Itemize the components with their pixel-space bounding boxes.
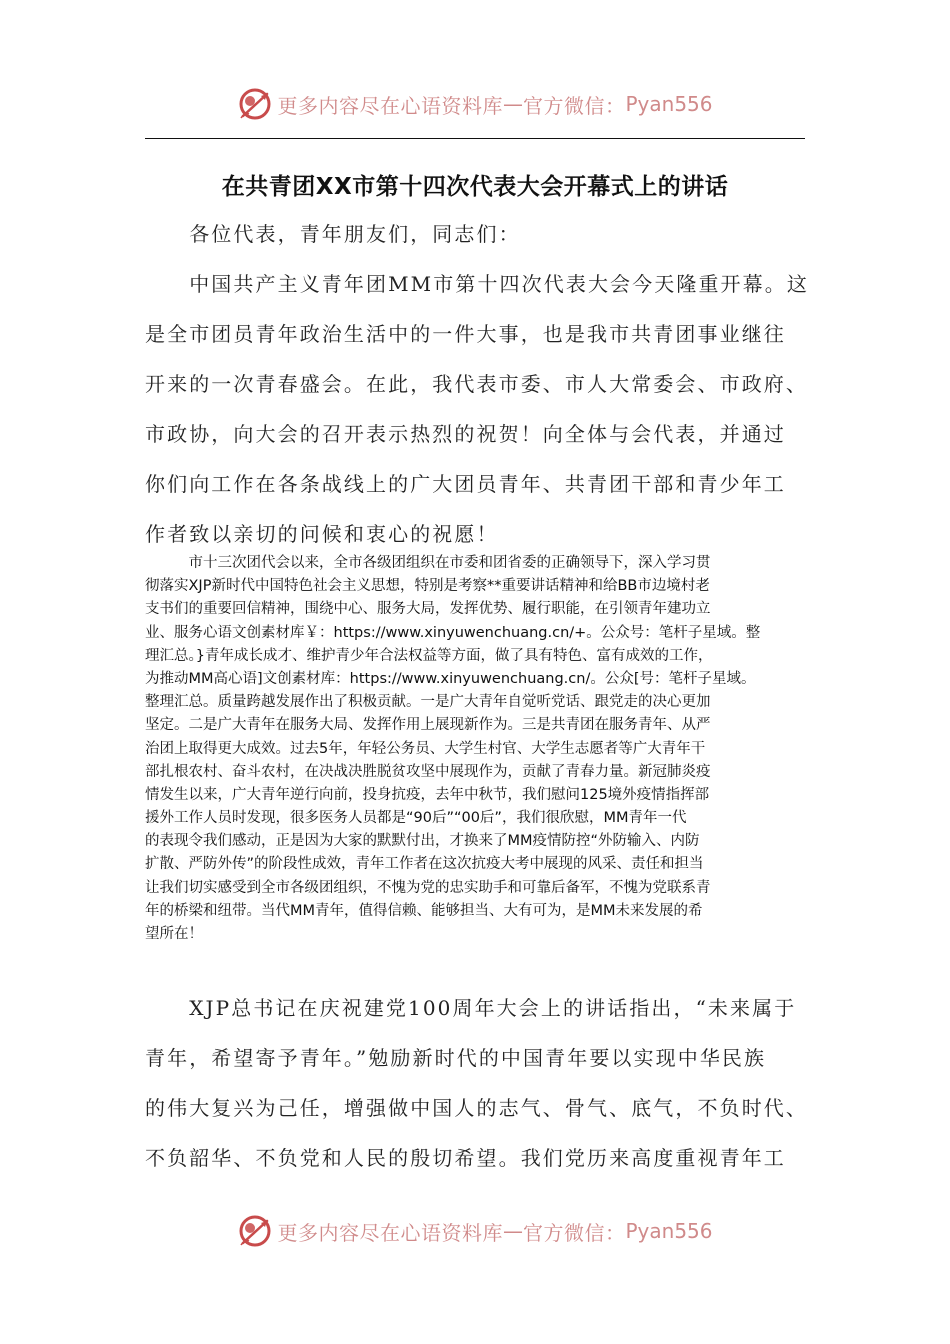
paragraph-line: 坚定。二是广大青年在服务大局、发挥作用上展现新作为。三是共青团在服务青年、从严	[145, 717, 711, 734]
paragraph-line: 作者致以亲切的问候和衷心的祝愿！	[145, 522, 499, 546]
paragraph-line: 青年，希望寄予青年。”勉励新时代的中国青年要以实现中华民族	[145, 1046, 767, 1070]
paragraph-line: 为推动MM高心语]文创素材库：https://www.xinyuwenchuang.cn/。公众[号：笔杆子星域。	[145, 670, 756, 687]
paragraph-line: 各位代表，青年朋友们，同志们：	[145, 222, 521, 246]
paragraph-line: 是全市团员青年政治生活中的一件大事，也是我市共青团事业继往	[145, 322, 786, 346]
paragraph-line: 整理汇总。质量跨越发展作出了积极贡献。一是广大青年自觉听党话、跟党走的决心更加	[145, 694, 711, 711]
paragraph-line: 中国共产主义青年团MM市第十四次代表大会今天隆重开幕。这	[145, 272, 809, 296]
paragraph-line: 让我们切实感受到全市各级团组织，不愧为党的忠实助手和可靠后备军，不愧为党联系青	[145, 879, 711, 896]
dense-paragraph	[145, 552, 810, 946]
pen-logo-icon	[237, 1213, 273, 1249]
header-divider	[145, 138, 805, 139]
banner-wechat-id: Pyan556	[625, 92, 713, 116]
paragraph-line: XJP总书记在庆祝建党100周年大会上的讲话指出，“未来属于	[145, 996, 797, 1020]
paragraph-line: 彻落实XJP新时代中国特色社会主义思想，特别是考察**重要讲话精神和给BB市边境村老	[145, 578, 710, 595]
paragraph-line: 不负韶华、不负党和人民的殷切希望。我们党历来高度重视青年工	[145, 1146, 786, 1170]
paragraph-line: 扩散、严防外传”的阶段性成效，青年工作者在这次抗疫大考中展现的风采、责任和担当	[145, 856, 704, 873]
banner-dash: —	[502, 1219, 523, 1243]
paragraph-line: 望所在！	[145, 926, 203, 942]
paragraph-line: 的表现令我们感动，正是因为大家的默默付出，才换来了MM疫情防控“外防输入、内防	[145, 833, 700, 850]
banner-contact-label: 官方微信：	[522, 1220, 626, 1245]
paragraph-line: 业、服务心语文创素材库￥：https://www.xinyuwenchuang.cn/+。公众号：笔杆子星域。整	[145, 624, 761, 641]
paragraph-line: 支书们的重要回信精神，围绕中心、服务大局，发挥优势、履行职能，在引领青年建功立	[145, 601, 711, 618]
paragraph-line: 你们向工作在各条战线上的广大团员青年、共青团干部和青少年工	[145, 472, 786, 496]
banner-contact-label: 官方微信：	[522, 93, 626, 118]
paragraph-line: 理汇总。}青年成长成才、维护青少年合法权益等方面，做了具有特色、富有成效的工作，	[145, 647, 713, 664]
banner-slogan: 更多内容尽在心语资料库	[277, 1220, 503, 1245]
paragraph-line: 治团上取得更大成效。过去5年，年轻公务员、大学生村官、大学生志愿者等广大青年干	[145, 740, 706, 757]
footer-banner	[0, 1209, 950, 1253]
banner-dash: —	[502, 92, 523, 116]
pen-logo-icon	[237, 86, 273, 122]
paragraph-line: 市十三次团代会以来，全市各级团组织在市委和团省委的正确领导下，深入学习贯	[145, 555, 711, 571]
document-title: 在共青团XX市第十四次代表大会开幕式上的讲话	[221, 174, 729, 200]
paragraph-line: 部扎根农村、奋斗农村，在决战决胜脱贫攻坚中展现作为，贡献了青春力量。新冠肺炎疫	[145, 763, 711, 780]
banner-wechat-id: Pyan556	[625, 1219, 713, 1243]
paragraph-line: 援外工作人员时发现，很多医务人员都是“90后”“00后”，我们很欣慰，MM青年一代	[145, 810, 687, 827]
paragraph-line: 情发生以来，广大青年逆行向前，投身抗疫，去年中秋节，我们慰问125境外疫情指挥部	[145, 786, 710, 803]
paragraph-line: 年的桥梁和纽带。当代MM青年，值得信赖、能够担当、大有可为，是MM未来发展的希	[145, 902, 703, 919]
header-banner	[0, 82, 950, 126]
paragraph-line: 的伟大复兴为己任，增强做中国人的志气、骨气、底气，不负时代、	[145, 1096, 808, 1120]
paragraph-line: 开来的一次青春盛会。在此，我代表市委、市人大常委会、市政府、	[145, 372, 808, 396]
banner-slogan: 更多内容尽在心语资料库	[277, 93, 503, 118]
paragraph-line: 市政协，向大会的召开表示热烈的祝贺！向全体与会代表，并通过	[145, 422, 786, 446]
